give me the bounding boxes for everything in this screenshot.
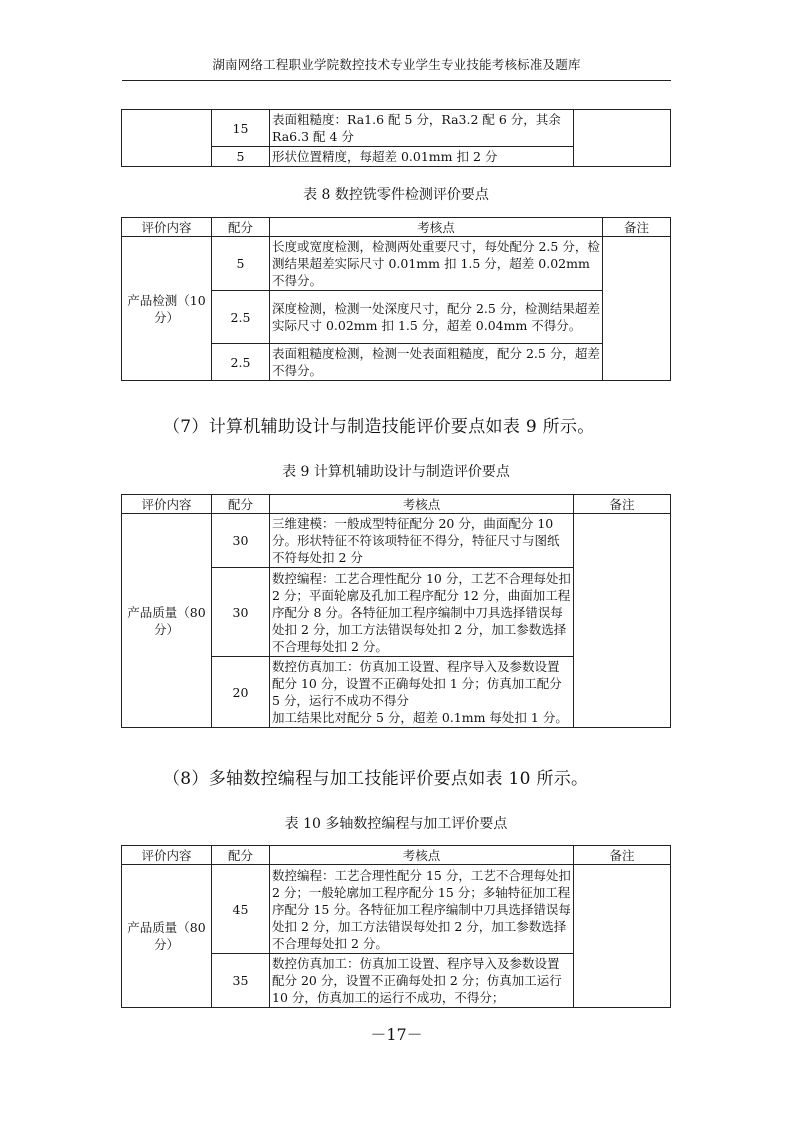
table9 [121, 494, 671, 728]
page-number: －17－ [370, 1025, 423, 1044]
column-header: 考核点 [270, 846, 574, 865]
score-cell: 30 [212, 514, 270, 568]
score-cell: 2.5 [212, 344, 270, 381]
category-cell: 产品质量（80 分） [122, 514, 212, 728]
table9-caption: 表 9 计算机辅助设计与制造评价要点 [282, 464, 510, 480]
section-8-heading: （8）多轴数控编程与加工技能评价要点如表 10 所示。 [163, 769, 589, 789]
column-header: 配分 [212, 495, 270, 514]
section-7-heading: （7）计算机辅助设计与制造技能评价要点如表 9 所示。 [163, 417, 595, 437]
column-header: 评价内容 [122, 846, 212, 865]
table-row [122, 110, 671, 147]
table10 [121, 845, 671, 1008]
remark-cell [574, 865, 671, 1008]
table-header-row [122, 218, 671, 237]
point-cell: 深度检测，检测一处深度尺寸，配分 2.5 分，检测结果超差实际尺寸 0.02mm 扣 1.5 分，超差 0.04mm 不得分。 [270, 291, 603, 344]
table-continuation [121, 109, 671, 167]
score-cell: 2.5 [212, 291, 270, 344]
score-cell: 35 [212, 954, 270, 1008]
category-cell [122, 110, 212, 167]
point-cell: 数控编程：工艺合理性配分 10 分，工艺不合理每处扣 2 分；平面轮廓及孔加工程序配分 12 分，曲面加工程序配分 8 分。各特征加工程序编制中刀具选择错误每处扣 2 分，加工方法错误每处扣 2 分，加工参数选择不合理每处扣 2 分。 [270, 568, 574, 657]
table10-caption: 表 10 多轴数控编程与加工评价要点 [284, 816, 508, 832]
point-cell: 数控仿真加工：仿真加工设置、程序导入及参数设置配分 20 分，设置不正确每处扣 2 分；仿真加工运行 10 分，仿真加工的运行不成功，不得分； [270, 954, 574, 1008]
table-row [122, 865, 671, 954]
column-header: 备注 [603, 218, 671, 237]
table-header-row [122, 495, 671, 514]
header-rule [122, 80, 671, 81]
column-header: 考核点 [270, 218, 603, 237]
table-row [122, 237, 671, 291]
score-cell: 5 [212, 147, 270, 167]
score-cell: 20 [212, 657, 270, 728]
score-cell: 45 [212, 865, 270, 954]
column-header: 配分 [212, 846, 270, 865]
point-text: 加工结果比对配分 5 分，超差 0.1mm 每处扣 1 分。 [272, 710, 568, 725]
column-header: 备注 [574, 846, 671, 865]
column-header: 配分 [212, 218, 270, 237]
point-cell: 表面粗糙度：Ra1.6 配 5 分，Ra3.2 配 6 分，其余 Ra6.3 配 4 分 [270, 110, 574, 147]
point-cell [270, 657, 574, 728]
column-header: 评价内容 [122, 495, 212, 514]
point-text: 数控仿真加工：仿真加工设置、程序导入及参数设置配分 10 分，设置不正确每处扣 1 分；仿真加工配分 5 分，运行不成功不得分 [272, 659, 562, 708]
column-header: 考核点 [270, 495, 574, 514]
table8-caption: 表 8 数控铣零件检测评价要点 [303, 187, 489, 203]
column-header: 评价内容 [122, 218, 212, 237]
category-cell: 产品质量（80 分） [122, 865, 212, 1008]
point-cell: 三维建模：一般成型特征配分 20 分，曲面配分 10 分。形状特征不符该项特征不得分，特征尺寸与图纸不符每处扣 2 分 [270, 514, 574, 568]
point-cell: 表面粗糙度检测，检测一处表面粗糙度，配分 2.5 分，超差不得分。 [270, 344, 603, 381]
remark-cell [574, 110, 671, 167]
score-cell: 30 [212, 568, 270, 657]
table-row [122, 514, 671, 568]
point-cell: 长度或宽度检测，检测两处重要尺寸，每处配分 2.5 分，检测结果超差实际尺寸 0.01mm 扣 1.5 分，超差 0.02mm 不得分。 [270, 237, 603, 291]
page-header: 湖南网络工程职业学院数控技术专业学生专业技能考核标准及题库 [212, 57, 581, 72]
remark-cell [603, 237, 671, 381]
point-cell: 形状位置精度，每超差 0.01mm 扣 2 分 [270, 147, 574, 167]
table8 [121, 217, 671, 381]
table-header-row [122, 846, 671, 865]
remark-cell [574, 514, 671, 728]
score-cell: 15 [212, 110, 270, 147]
column-header: 备注 [574, 495, 671, 514]
score-cell: 5 [212, 237, 270, 291]
point-cell: 数控编程：工艺合理性配分 15 分，工艺不合理每处扣 2 分；一般轮廓加工程序配分 15 分；多轴特征加工程序配分 15 分。各特征加工程序编制中刀具选择错误每处扣 2 分，加工方法错误每处扣 2 分，加工参数选择不合理每处扣 2 分。 [270, 865, 574, 954]
category-cell: 产品检测（10 分） [122, 237, 212, 381]
